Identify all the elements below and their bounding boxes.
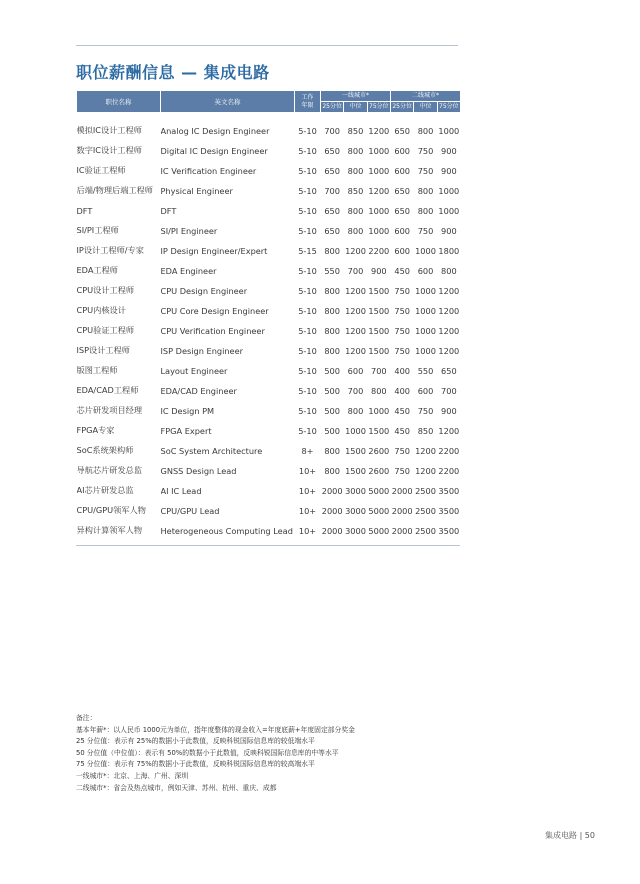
cell-tier1-p50: 800 bbox=[347, 225, 364, 236]
cell-job-en: FPGA Expert bbox=[160, 425, 212, 436]
cell-tier1-p25: 800 bbox=[324, 245, 340, 256]
cell-tier2-p75: 900 bbox=[441, 405, 457, 416]
cell-tier1-p50: 1500 bbox=[345, 445, 366, 456]
cell-tier1-p75: 900 bbox=[371, 265, 387, 276]
cell-tier1-p75: 700 bbox=[371, 365, 387, 376]
cell-job-cn: IC验证工程师 bbox=[76, 165, 126, 175]
cell-tier1-p75: 1000 bbox=[368, 145, 390, 156]
cell-tier2-p25: 450 bbox=[394, 425, 410, 436]
note-line: 基本年薪*：以人民币 1000元为单位，指年度整体的现金收入=年度底薪+年度固定部分奖金 bbox=[76, 725, 355, 734]
cell-job-cn: 数字IC设计工程师 bbox=[76, 145, 142, 155]
cell-tier2-p50: 850 bbox=[417, 425, 434, 436]
cell-job-en: CPU Core Design Engineer bbox=[160, 305, 269, 316]
cell-job-en: GNSS Design Lead bbox=[160, 465, 237, 476]
cell-tier1-p50: 800 bbox=[347, 165, 364, 176]
cell-job-cn: DFT bbox=[76, 205, 93, 216]
header-job-en: 英文名称 bbox=[161, 91, 295, 113]
cell-job-en: SoC System Architecture bbox=[160, 445, 263, 456]
header-tier1-p75: 75分位 bbox=[367, 102, 390, 113]
cell-tier2-p75: 1200 bbox=[438, 285, 460, 296]
cell-job-cn: CPU内核设计 bbox=[76, 305, 126, 315]
top-divider bbox=[76, 45, 458, 46]
cell-job-cn: IP设计工程师/专家 bbox=[76, 245, 144, 255]
cell-job-cn: EDA工程师 bbox=[76, 265, 118, 275]
cell-tier1-p25: 650 bbox=[324, 205, 340, 216]
header-years-line1: 工作 bbox=[301, 93, 314, 101]
cell-tier2-p75: 900 bbox=[441, 225, 457, 236]
cell-tier2-p50: 1000 bbox=[415, 245, 436, 256]
cell-tier2-p25: 650 bbox=[394, 205, 410, 216]
cell-job-en: CPU Verification Engineer bbox=[160, 325, 265, 336]
cell-job-cn: FPGA专家 bbox=[76, 425, 115, 435]
cell-tier1-p50: 800 bbox=[347, 405, 364, 416]
cell-tier2-p25: 2000 bbox=[391, 505, 413, 516]
cell-tier2-p75: 3500 bbox=[438, 485, 460, 496]
table-row bbox=[77, 121, 461, 141]
cell-tier1-p50: 1500 bbox=[345, 465, 366, 476]
cell-tier2-p75: 2200 bbox=[438, 445, 460, 456]
cell-tier1-p75: 1500 bbox=[368, 325, 390, 336]
cell-tier1-p50: 850 bbox=[347, 125, 364, 136]
cell-years: 10+ bbox=[298, 485, 317, 496]
cell-tier2-p25: 2000 bbox=[391, 485, 413, 496]
cell-job-en: ISP Design Engineer bbox=[160, 345, 243, 356]
cell-tier2-p50: 750 bbox=[417, 405, 434, 416]
cell-job-en: IC Verification Engineer bbox=[160, 165, 257, 176]
cell-job-en: Analog IC Design Engineer bbox=[160, 125, 270, 136]
cell-tier2-p75: 2200 bbox=[438, 465, 460, 476]
cell-tier2-p75: 3500 bbox=[438, 505, 460, 516]
cell-tier1-p50: 850 bbox=[347, 185, 364, 196]
cell-tier1-p25: 800 bbox=[324, 345, 340, 356]
header-job-cn: 职位名称 bbox=[77, 91, 161, 113]
cell-job-en: Layout Engineer bbox=[160, 365, 228, 376]
cell-tier2-p50: 750 bbox=[417, 225, 434, 236]
cell-years: 5-10 bbox=[298, 405, 317, 416]
cell-years: 8+ bbox=[301, 445, 314, 456]
cell-tier2-p75: 3500 bbox=[438, 525, 460, 536]
cell-job-cn: 异构计算领军人物 bbox=[76, 525, 143, 535]
header-years-line2: 年限 bbox=[301, 101, 314, 109]
cell-tier1-p50: 700 bbox=[347, 265, 364, 276]
cell-tier2-p50: 1000 bbox=[415, 305, 436, 316]
table-row bbox=[77, 221, 461, 241]
cell-tier1-p75: 1200 bbox=[368, 125, 390, 136]
table-row bbox=[77, 301, 461, 321]
cell-job-en: AI IC Lead bbox=[160, 485, 202, 496]
cell-tier1-p75: 2600 bbox=[368, 465, 390, 476]
cell-years: 5-10 bbox=[298, 325, 317, 336]
page-title: 职位薪酬信息 — 集成电路 bbox=[76, 63, 270, 82]
header-tier2-p25: 25分位 bbox=[391, 102, 414, 113]
cell-tier1-p75: 800 bbox=[371, 385, 387, 396]
cell-job-cn: ISP设计工程师 bbox=[76, 345, 130, 355]
cell-tier1-p75: 1500 bbox=[368, 305, 390, 316]
cell-years: 5-10 bbox=[298, 345, 317, 356]
cell-tier2-p50: 800 bbox=[417, 185, 434, 196]
table-row bbox=[77, 161, 461, 181]
cell-job-cn: 版图工程师 bbox=[76, 365, 118, 375]
header-tier2-p50: 中位 bbox=[414, 102, 437, 113]
cell-tier1-p75: 5000 bbox=[368, 525, 390, 536]
cell-tier2-p50: 2500 bbox=[415, 525, 436, 536]
cell-tier2-p25: 750 bbox=[394, 445, 410, 456]
cell-years: 5-10 bbox=[298, 265, 317, 276]
cell-years: 5-10 bbox=[298, 385, 317, 396]
salary-table-container bbox=[76, 90, 460, 546]
cell-tier1-p75: 5000 bbox=[368, 505, 390, 516]
cell-tier2-p50: 1000 bbox=[415, 345, 436, 356]
note-line: 50 分位值（中位值）：表示有 50%的数据小于此数值，反映科锐国际信息库的中等水平 bbox=[76, 748, 339, 757]
cell-tier2-p50: 550 bbox=[417, 365, 434, 376]
cell-tier1-p50: 600 bbox=[347, 365, 364, 376]
cell-tier1-p25: 500 bbox=[324, 385, 340, 396]
cell-tier1-p50: 1000 bbox=[345, 425, 366, 436]
cell-tier2-p75: 900 bbox=[441, 165, 457, 176]
cell-job-cn: 导航芯片研发总监 bbox=[76, 465, 143, 475]
notes-section bbox=[76, 713, 355, 794]
note-line: 一线城市*：北京、上海、广州、深圳 bbox=[76, 771, 189, 780]
cell-tier1-p50: 3000 bbox=[345, 505, 366, 516]
cell-tier1-p50: 800 bbox=[347, 145, 364, 156]
cell-years: 10+ bbox=[298, 465, 317, 476]
cell-job-en: Physical Engineer bbox=[160, 185, 233, 196]
cell-tier1-p25: 500 bbox=[324, 425, 340, 436]
cell-job-en: DFT bbox=[160, 205, 177, 216]
cell-job-cn: CPU验证工程师 bbox=[76, 325, 135, 335]
header-years bbox=[295, 91, 321, 113]
cell-tier2-p75: 1200 bbox=[438, 425, 460, 436]
cell-job-en: EDA Engineer bbox=[160, 265, 217, 276]
table-row bbox=[77, 461, 461, 481]
cell-job-cn: 芯片研发项目经理 bbox=[76, 405, 143, 415]
table-row bbox=[77, 381, 461, 401]
cell-years: 5-10 bbox=[298, 205, 317, 216]
salary-table bbox=[76, 90, 461, 541]
cell-tier1-p75: 1000 bbox=[368, 225, 390, 236]
cell-tier2-p25: 750 bbox=[394, 305, 410, 316]
cell-tier1-p75: 1200 bbox=[368, 185, 390, 196]
cell-tier2-p50: 1000 bbox=[415, 285, 436, 296]
cell-tier1-p50: 1200 bbox=[345, 245, 366, 256]
cell-years: 5-10 bbox=[298, 305, 317, 316]
cell-tier1-p25: 800 bbox=[324, 465, 340, 476]
note-line: 二线城市*：省会及热点城市，例如天津、苏州、杭州、重庆、成都 bbox=[76, 783, 277, 792]
cell-tier1-p50: 1200 bbox=[345, 325, 366, 336]
cell-tier2-p25: 750 bbox=[394, 465, 410, 476]
cell-tier2-p75: 1800 bbox=[438, 245, 460, 256]
cell-tier2-p25: 450 bbox=[394, 265, 410, 276]
cell-tier1-p50: 1200 bbox=[345, 285, 366, 296]
table-row bbox=[77, 261, 461, 281]
cell-tier1-p50: 800 bbox=[347, 205, 364, 216]
cell-tier2-p75: 650 bbox=[441, 365, 457, 376]
cell-job-cn: SoC系统架构师 bbox=[76, 445, 134, 455]
cell-years: 5-10 bbox=[298, 165, 317, 176]
cell-tier1-p25: 650 bbox=[324, 225, 340, 236]
cell-tier1-p50: 1200 bbox=[345, 305, 366, 316]
cell-tier2-p75: 1200 bbox=[438, 345, 460, 356]
table-row bbox=[77, 201, 461, 221]
table-row bbox=[77, 441, 461, 461]
table-header bbox=[77, 91, 461, 113]
table-row bbox=[77, 341, 461, 361]
cell-tier2-p25: 400 bbox=[394, 385, 410, 396]
cell-tier2-p25: 750 bbox=[394, 345, 410, 356]
cell-tier1-p25: 800 bbox=[324, 285, 340, 296]
table-row bbox=[77, 361, 461, 381]
cell-tier2-p25: 650 bbox=[394, 185, 410, 196]
cell-years: 10+ bbox=[298, 525, 317, 536]
cell-tier1-p75: 1500 bbox=[368, 345, 390, 356]
cell-job-cn: SI/PI工程师 bbox=[76, 225, 119, 235]
cell-years: 5-10 bbox=[298, 125, 317, 136]
cell-tier1-p75: 2200 bbox=[368, 245, 390, 256]
header-tier1-p25: 25分位 bbox=[321, 102, 344, 113]
cell-years: 5-10 bbox=[298, 285, 317, 296]
cell-job-en: SI/PI Engineer bbox=[160, 225, 218, 236]
table-row bbox=[77, 141, 461, 161]
cell-tier1-p25: 500 bbox=[324, 365, 340, 376]
cell-years: 10+ bbox=[298, 505, 317, 516]
cell-job-cn: EDA/CAD工程师 bbox=[76, 385, 139, 395]
cell-tier2-p25: 2000 bbox=[391, 525, 413, 536]
cell-job-en: CPU/GPU Lead bbox=[160, 505, 220, 516]
cell-job-cn: 模拟IC设计工程师 bbox=[76, 125, 142, 135]
table-body bbox=[77, 113, 461, 541]
cell-tier1-p75: 1000 bbox=[368, 405, 390, 416]
cell-tier1-p25: 500 bbox=[324, 405, 340, 416]
cell-tier1-p25: 800 bbox=[324, 325, 340, 336]
cell-tier2-p50: 750 bbox=[417, 145, 434, 156]
cell-years: 5-10 bbox=[298, 225, 317, 236]
cell-tier2-p50: 600 bbox=[417, 385, 434, 396]
cell-job-en: CPU Design Engineer bbox=[160, 285, 248, 296]
cell-job-en: IC Design PM bbox=[160, 405, 215, 416]
header-tier1: 一线城市* bbox=[321, 91, 391, 102]
cell-job-en: EDA/CAD Engineer bbox=[160, 385, 237, 396]
cell-tier1-p25: 650 bbox=[324, 145, 340, 156]
table-row bbox=[77, 421, 461, 441]
cell-tier2-p75: 1000 bbox=[438, 185, 460, 196]
cell-tier2-p25: 750 bbox=[394, 325, 410, 336]
cell-tier1-p50: 1200 bbox=[345, 345, 366, 356]
cell-tier2-p50: 2500 bbox=[415, 505, 436, 516]
cell-tier1-p25: 2000 bbox=[321, 505, 343, 516]
cell-tier1-p50: 3000 bbox=[345, 485, 366, 496]
cell-tier1-p25: 2000 bbox=[321, 485, 343, 496]
cell-tier1-p50: 700 bbox=[347, 385, 364, 396]
note-line: 75 分位值：表示有 75%的数据小于此数值，反映科锐国际信息库的较高端水平 bbox=[76, 760, 315, 769]
table-row bbox=[77, 181, 461, 201]
cell-tier1-p75: 1500 bbox=[368, 285, 390, 296]
cell-tier2-p75: 800 bbox=[441, 265, 457, 276]
table-row bbox=[77, 401, 461, 421]
cell-tier1-p25: 650 bbox=[324, 165, 340, 176]
cell-years: 5-10 bbox=[298, 425, 317, 436]
cell-tier2-p50: 750 bbox=[417, 165, 434, 176]
cell-tier2-p50: 1200 bbox=[415, 445, 436, 456]
cell-tier1-p25: 800 bbox=[324, 305, 340, 316]
cell-tier2-p25: 750 bbox=[394, 285, 410, 296]
cell-tier2-p25: 650 bbox=[394, 125, 410, 136]
cell-tier2-p25: 450 bbox=[394, 405, 410, 416]
cell-tier1-p50: 3000 bbox=[345, 525, 366, 536]
table-row bbox=[77, 241, 461, 261]
cell-years: 5-15 bbox=[298, 245, 317, 256]
cell-tier2-p25: 600 bbox=[394, 245, 410, 256]
note-line: 25 分位值：表示有 25%的数据小于此数值，反映科锐国际信息库的较低端水平 bbox=[76, 737, 315, 746]
cell-tier1-p25: 550 bbox=[324, 265, 340, 276]
cell-tier2-p50: 800 bbox=[417, 125, 434, 136]
cell-tier2-p50: 1000 bbox=[415, 325, 436, 336]
table-row bbox=[77, 281, 461, 301]
table-row bbox=[77, 321, 461, 341]
cell-tier1-p25: 700 bbox=[324, 185, 340, 196]
cell-tier2-p75: 1000 bbox=[438, 205, 460, 216]
cell-tier1-p75: 2600 bbox=[368, 445, 390, 456]
cell-job-en: Digital IC Design Engineer bbox=[160, 145, 268, 156]
cell-tier2-p25: 600 bbox=[394, 225, 410, 236]
cell-tier2-p25: 400 bbox=[394, 365, 410, 376]
cell-tier1-p75: 5000 bbox=[368, 485, 390, 496]
cell-tier2-p75: 900 bbox=[441, 145, 457, 156]
cell-tier2-p50: 1200 bbox=[415, 465, 436, 476]
cell-job-cn: 后端/物理后端工程师 bbox=[76, 185, 153, 195]
cell-years: 5-10 bbox=[298, 185, 317, 196]
cell-tier2-p50: 2500 bbox=[415, 485, 436, 496]
cell-job-en: IP Design Engineer/Expert bbox=[160, 245, 268, 256]
cell-tier2-p25: 600 bbox=[394, 165, 410, 176]
table-row bbox=[77, 521, 461, 541]
table-row bbox=[77, 481, 461, 501]
cell-tier1-p25: 700 bbox=[324, 125, 340, 136]
cell-job-cn: CPU设计工程师 bbox=[76, 285, 135, 295]
cell-job-cn: AI芯片研发总监 bbox=[76, 485, 134, 495]
page-footer: 集成电路 | 50 bbox=[545, 831, 595, 840]
cell-tier2-p75: 700 bbox=[441, 385, 457, 396]
cell-tier1-p75: 1000 bbox=[368, 165, 390, 176]
table-row bbox=[77, 501, 461, 521]
cell-tier1-p25: 800 bbox=[324, 445, 340, 456]
cell-tier1-p75: 1000 bbox=[368, 205, 390, 216]
header-tier2-p75: 75分位 bbox=[437, 102, 460, 113]
cell-tier1-p25: 2000 bbox=[321, 525, 343, 536]
table-bottom-divider bbox=[76, 545, 460, 546]
notes-heading: 备注： bbox=[76, 714, 97, 722]
cell-tier2-p75: 1000 bbox=[438, 125, 460, 136]
cell-tier2-p75: 1200 bbox=[438, 325, 460, 336]
header-tier1-p50: 中位 bbox=[344, 102, 367, 113]
cell-job-en: Heterogeneous Computing Lead bbox=[160, 525, 293, 536]
cell-tier2-p25: 600 bbox=[394, 145, 410, 156]
header-tier2: 二线城市* bbox=[391, 91, 461, 102]
cell-tier2-p50: 600 bbox=[417, 265, 434, 276]
cell-years: 5-10 bbox=[298, 145, 317, 156]
cell-tier1-p75: 1500 bbox=[368, 425, 390, 436]
cell-job-cn: CPU/GPU领军人物 bbox=[76, 505, 146, 515]
cell-years: 5-10 bbox=[298, 365, 317, 376]
cell-tier2-p50: 800 bbox=[417, 205, 434, 216]
cell-tier2-p75: 1200 bbox=[438, 305, 460, 316]
